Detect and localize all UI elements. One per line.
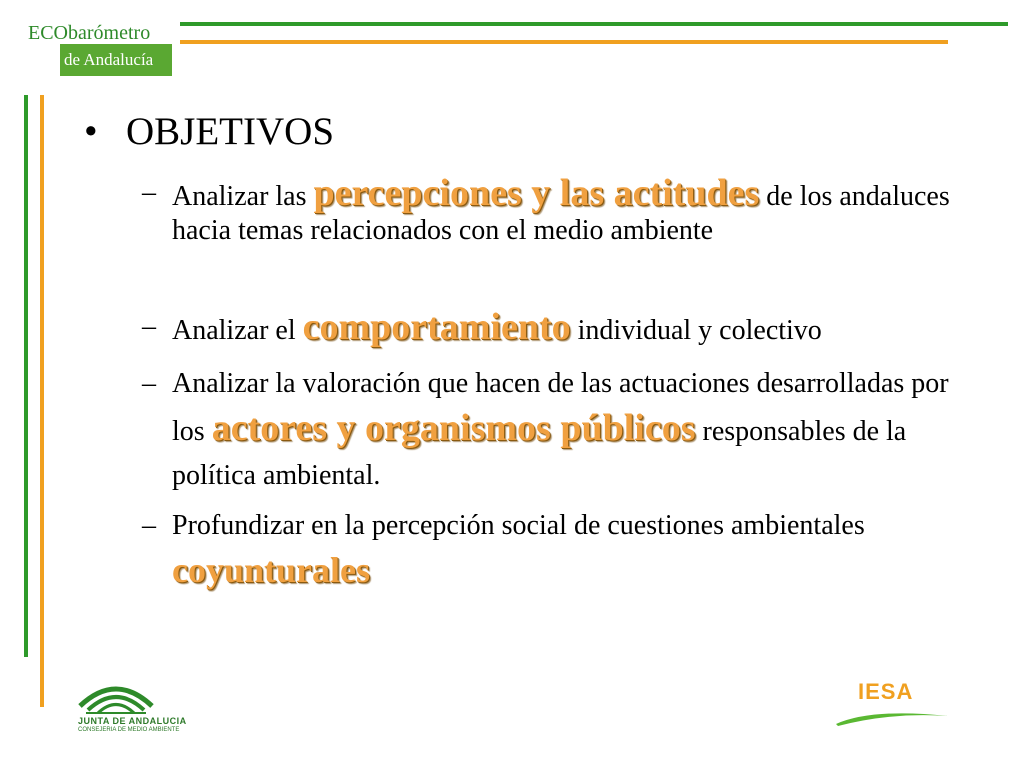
heading-text: OBJETIVOS	[126, 110, 335, 153]
highlight-text: comportamiento	[302, 306, 571, 348]
left-green-rule	[24, 95, 28, 657]
text-before: Analizar el	[172, 315, 303, 346]
highlight-text: percepciones y las actitudes	[313, 172, 760, 214]
text-after: responsables de la política ambiental.	[172, 416, 907, 491]
junta-title: JUNTA DE ANDALUCIA	[78, 716, 187, 726]
text-before: Profundizar en la percepción social de cuestiones ambientales	[172, 510, 865, 541]
logo-title	[28, 22, 150, 45]
objective-item	[142, 172, 972, 248]
logo-eco: ECO	[28, 22, 68, 44]
objective-text	[172, 172, 972, 248]
dash: –	[142, 177, 156, 208]
text-after: individual y colectivo	[570, 315, 822, 346]
top-orange-rule	[180, 40, 948, 44]
left-orange-rule	[40, 95, 44, 707]
objective-item	[142, 504, 972, 596]
text-after: de los andaluces hacia temas relacionados con el medio ambiente	[172, 181, 950, 246]
logo-green-box	[60, 44, 172, 76]
junta-subtitle: CONSEJERIA DE MEDIO AMBIENTE	[78, 727, 180, 733]
dash: –	[142, 510, 156, 541]
dash: –	[142, 368, 156, 399]
highlight-text: coyunturales	[172, 550, 370, 590]
ecobarometro-logo	[24, 18, 172, 78]
objective-item	[142, 362, 972, 498]
dash: –	[142, 311, 156, 342]
logo-barometro: barómetro	[68, 22, 151, 44]
bullet: •	[84, 110, 98, 153]
objective-text	[172, 362, 972, 498]
objective-item	[142, 306, 972, 348]
text-before: Analizar las	[172, 181, 314, 212]
logo-subtitle: de Andalucía	[64, 50, 154, 69]
iesa-logo-text: IESA	[858, 679, 914, 704]
top-green-rule	[180, 22, 1008, 26]
iesa-swoosh-icon	[832, 700, 952, 728]
text-before: Analizar la valoración que hacen de las actuaciones desarrolladas por los	[172, 368, 949, 447]
objective-text	[172, 306, 972, 348]
highlight-text: actores y organismos públicos	[211, 407, 696, 449]
objective-text	[172, 504, 972, 596]
heading	[84, 108, 334, 156]
